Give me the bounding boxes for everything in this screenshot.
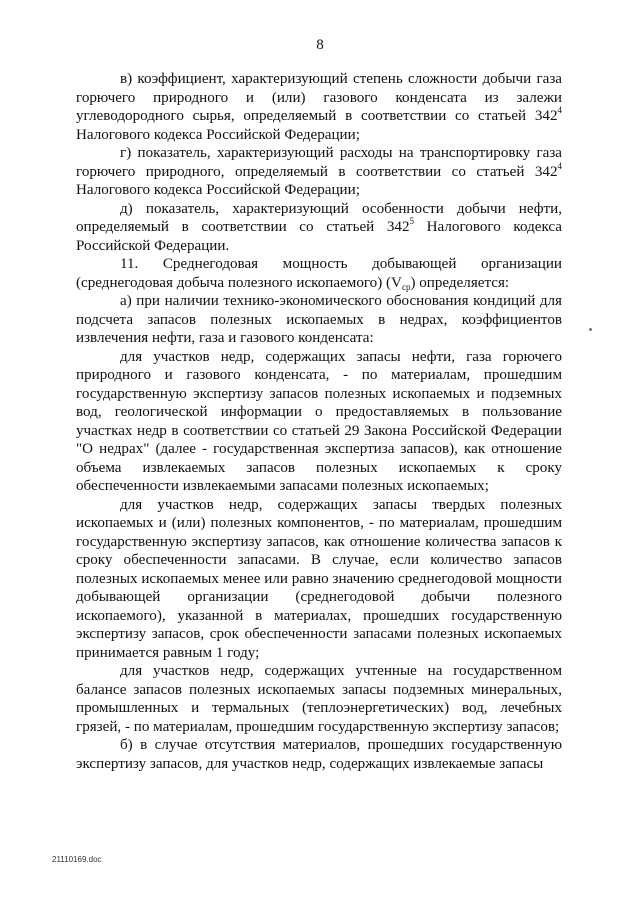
paragraph-solid-minerals: для участков недр, содержащих запасы твердых полезных ископаемых и (или) полезных компонентов, - по материалам, прошедшим государственную экспертизу запасов, как отношение количества запасов к сроку обеспеченности запасами. В случае, если количество запасов полезных ископаемых менее или равно значению среднегодовой мощности добывающей организации (среднегодовой добычи полезного ископаемого), указанной в материалах, прошедших государственную экспертизу запасов, срок обеспеченности запасами полезных ископаемых принимается равным 1 году;: [76, 496, 562, 661]
paragraph-v: в) коэффициент, характеризующий степень сложности добычи газа горючего природного и (или) газового конденсата из залежи углеводородного сырья, определяемый в соответствии со статьей $342^4$ Налогового кодекса Российской Федерации;: [76, 71, 562, 143]
page-number: 8: [316, 37, 324, 53]
paragraph-11: 11. Среднегодовая мощность добывающей организации (среднегодовая добыча полезного ископаемого) $(V_{ср})$ определяется:: [76, 256, 562, 292]
document-body: [76, 70, 562, 773]
paragraph-b: б) в случае отсутствия материалов, прошедших государственную экспертизу запасов, для участков недр, содержащих извлекаемые запасы: [76, 737, 562, 772]
paragraph-g: г) показатель, характеризующий расходы на транспортировку газа горючего природного, определяемый в соответствии со статьей $342^4$ Налогового кодекса Российской Федерации;: [76, 145, 562, 198]
paragraph-oil-gas: для участков недр, содержащих запасы нефти, газа горючего природного и газового конденсата, - по материалам, прошедшим государственную экспертизу запасов полезных ископаемых и подземных вод, геологической информации о предоставляемых в пользование участках недр в соответствии со статьей 29 Закона Российской Федерации "О недрах" (далее - государственная экспертиза запасов), как отношение объема извлекаемых запасов полезных ископаемых к сроку обеспеченности извлекаемыми запасами полезных ископаемых;: [76, 348, 562, 494]
footer-filename: 21110169.doc: [52, 855, 102, 864]
paragraph-groundwater: для участков недр, содержащих учтенные на государственном балансе запасов полезных ископаемых запасы подземных минеральных, промышленных и термальных (теплоэнергетических) вод, лечебных грязей, - по материалам, прошедшим государственную экспертизу запасов;: [76, 663, 562, 735]
scan-speck: [589, 328, 592, 331]
paragraph-a: а) при наличии технико-экономического обоснования кондиций для подсчета запасов полезных ископаемых в недрах, коэффициентов извлечения нефти, газа и газового конденсата:: [76, 293, 562, 346]
paragraph-d: д) показатель, характеризующий особенности добычи нефти, определяемый в соответствии со статьей $342^5$ Налогового кодекса Российской Федерации.: [76, 200, 562, 254]
